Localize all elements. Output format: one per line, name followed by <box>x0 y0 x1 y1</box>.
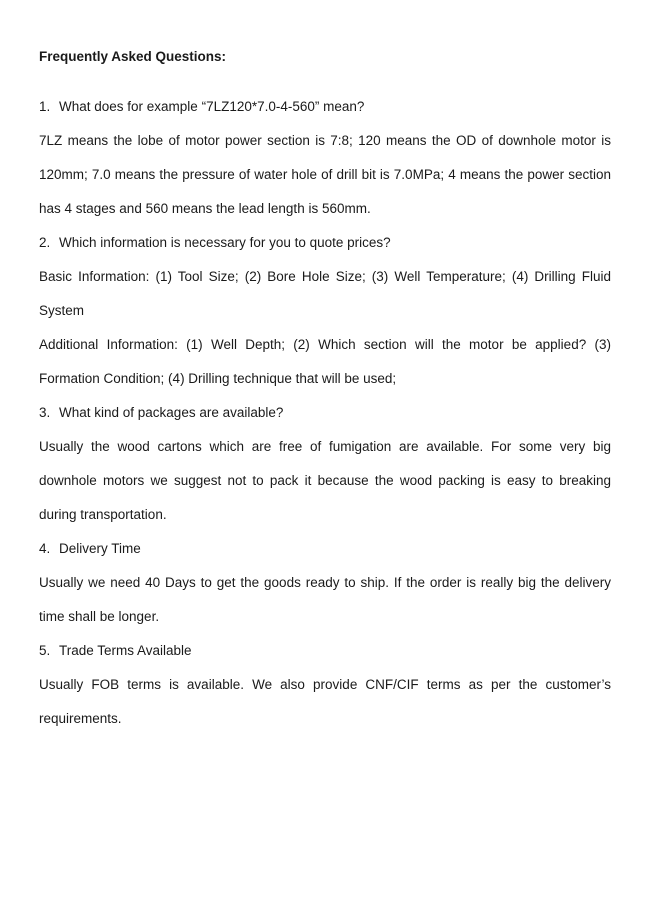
faq-question-2 <box>39 226 611 260</box>
faq-question-text: Which information is necessary for you to quote prices? <box>59 235 391 250</box>
faq-number: 1. <box>39 99 51 114</box>
faq-question-1 <box>39 90 611 124</box>
faq-answer-3: Usually the wood cartons which are free of fumigation are available. For some very big downhole motors we suggest not to pack it because the wood packing is easy to breaking during transportation. <box>39 439 611 522</box>
faq-number: 5. <box>39 643 51 658</box>
faq-question-text: What kind of packages are available? <box>59 405 284 420</box>
faq-answer-2-additional: Additional Information: (1) Well Depth; (2) Which section will the motor be applied? (3) Formation Condition; (4) Drilling technique that will be used; <box>39 337 611 386</box>
faq-question-text: What does for example “7LZ120*7.0-4-560” mean? <box>59 99 365 114</box>
faq-number: 4. <box>39 541 51 556</box>
faq-answer-2-basic: Basic Information: (1) Tool Size; (2) Bore Hole Size; (3) Well Temperature; (4) Drilling Fluid System <box>39 269 611 318</box>
faq-question-5 <box>39 634 611 668</box>
faq-question-text: Delivery Time <box>59 541 141 556</box>
faq-list <box>39 90 611 736</box>
faq-answer-4: Usually we need 40 Days to get the goods ready to ship. If the order is really big the delivery time shall be longer. <box>39 575 611 624</box>
faq-question-3 <box>39 396 611 430</box>
document-page <box>39 48 611 736</box>
faq-question-4 <box>39 532 611 566</box>
faq-answer-1: 7LZ means the lobe of motor power section is 7:8; 120 means the OD of downhole motor is 120mm; 7.0 means the pressure of water hole of drill bit is 7.0MPa; 4 means the power section has 4 stages and 560 means the lead length is 560mm. <box>39 133 611 216</box>
faq-number: 3. <box>39 405 51 420</box>
faq-number: 2. <box>39 235 51 250</box>
faq-answer-5: Usually FOB terms is available. We also provide CNF/CIF terms as per the customer’s requirements. <box>39 677 611 726</box>
faq-question-text: Trade Terms Available <box>59 643 192 658</box>
page-title: Frequently Asked Questions: <box>39 49 227 64</box>
